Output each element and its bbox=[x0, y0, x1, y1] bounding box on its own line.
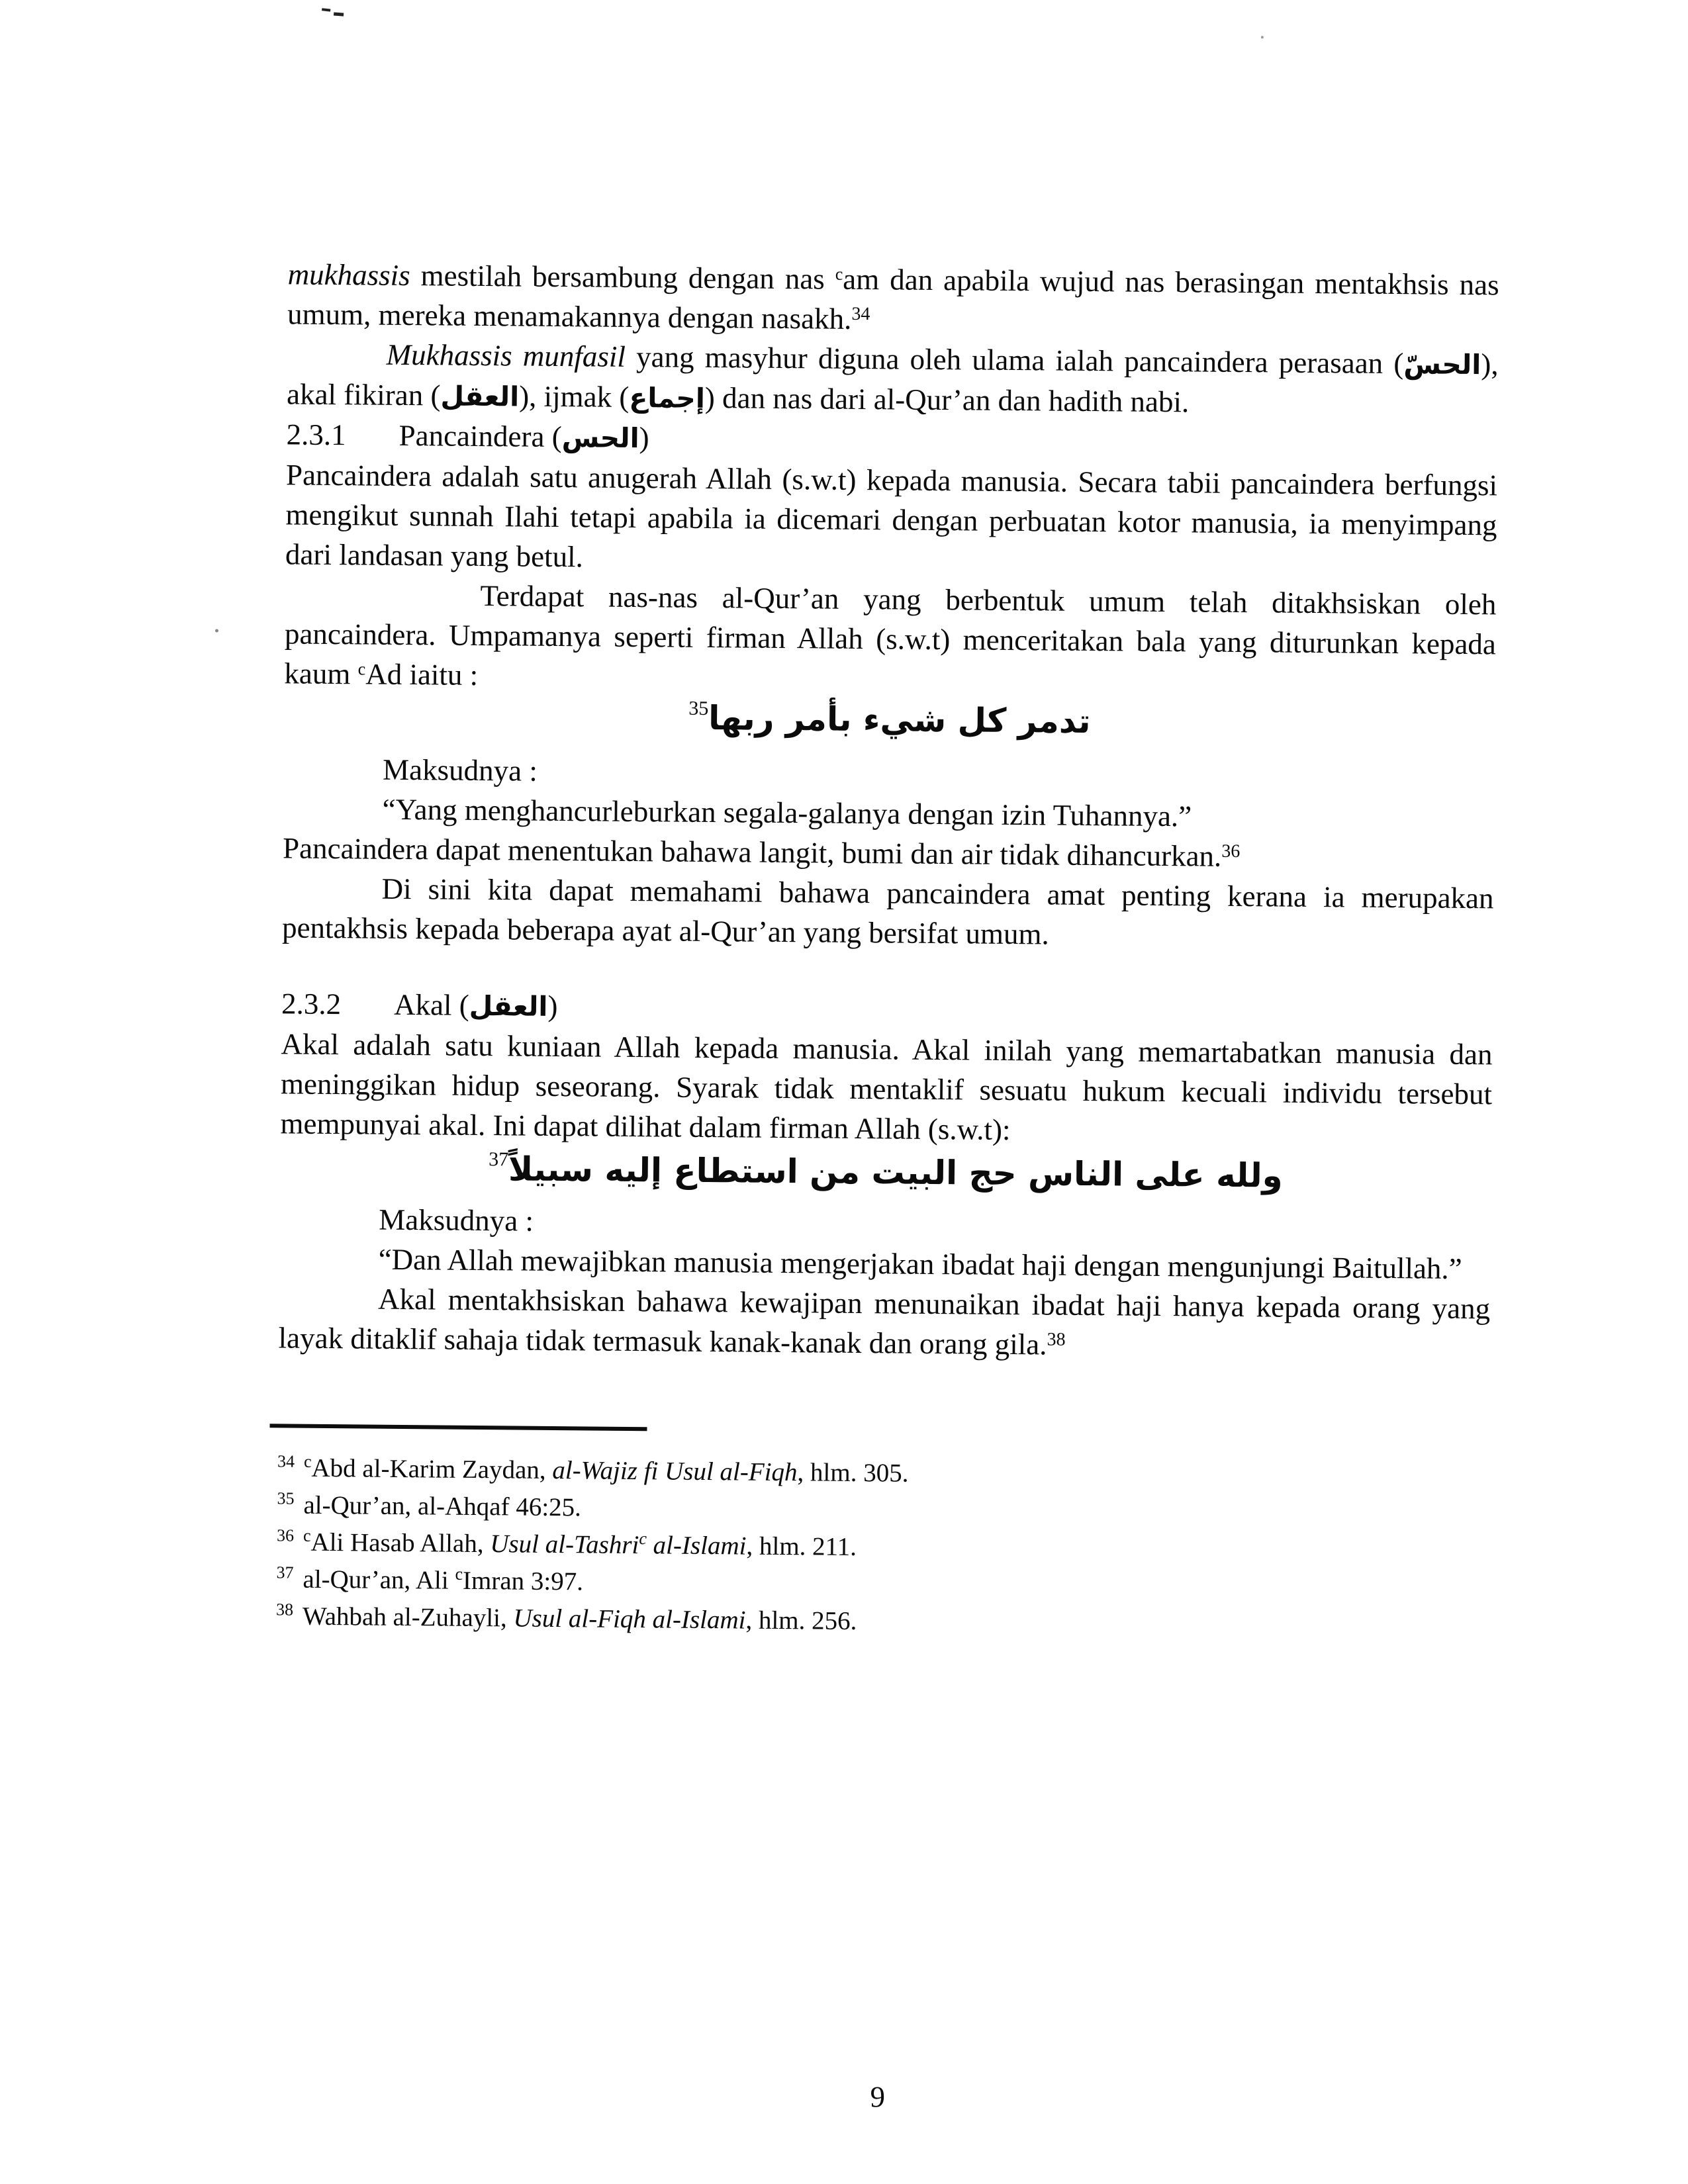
section-number: 2.3.1 bbox=[286, 418, 346, 452]
footnote-title: Usul al-Fiqh al-Islami bbox=[513, 1604, 746, 1635]
body-text: ), akal fikiran ( bbox=[286, 347, 1499, 412]
footnote-ref-37: 37 bbox=[489, 1148, 509, 1171]
ayn-superscript: c bbox=[303, 1451, 312, 1471]
translation-text: “Yang menghancurleburkan segala-galanya dengan izin Tuhannya.” bbox=[382, 792, 1192, 833]
arabic-quote-2 bbox=[280, 1140, 1492, 1204]
footnote-text: Ali Hasab Allah, bbox=[310, 1527, 491, 1559]
footnote-ref-36: 36 bbox=[1221, 841, 1241, 862]
translation-text: “Dan Allah mewajibkan manusia mengerjakan ibadat haji dengan mengunjungi Baitullah.” bbox=[378, 1242, 1462, 1285]
body-text: Di sini kita dapat memahami bahawa pancaindera amat penting kerana ia merupakan pentakhsis kepada beberapa ayat al-Qur’an yang bersifat umum. bbox=[281, 872, 1494, 951]
arabic-inline-al-hiss: الحسّ bbox=[1403, 348, 1481, 381]
body-text: mestilah bersambung dengan nas bbox=[410, 259, 835, 296]
paragraph-akal-mentakhsiskan bbox=[278, 1278, 1490, 1368]
body-text: Akal adalah satu kuniaan Allah kepada manusia. Akal inilah yang memartabatkan manusia dan meninggikan hidup seseorang. Syarak tidak mentaklif sesuatu hukum kecuali individu tersebut mempunyai akal. Ini dapat dilihat dalam firman Allah (s.w.t): bbox=[280, 1027, 1493, 1147]
ayn-superscript: c bbox=[835, 264, 843, 284]
scan-artifact bbox=[1261, 36, 1264, 38]
footnote-number: 35 bbox=[277, 1488, 295, 1508]
arabic-verse-text: تدمر كل شيء بأمر ربها bbox=[708, 699, 1091, 741]
italic-term: mukhassis bbox=[287, 257, 410, 293]
footnote-text: Imran 3:97. bbox=[462, 1566, 584, 1596]
body-text: ) dan nas dari al-Qur’an dan hadith nabi. bbox=[704, 381, 1190, 419]
paragraph-pancaindera-intro bbox=[285, 455, 1498, 584]
arabic-quote-1 bbox=[284, 688, 1496, 751]
footnote-number: 37 bbox=[276, 1563, 294, 1582]
paragraph-mukhassis bbox=[287, 254, 1499, 344]
footnote-title: Usul al-Tashri bbox=[490, 1529, 639, 1560]
arabic-inline-ijmak: إجماع bbox=[629, 381, 706, 414]
body-text: Pancaindera adalah satu anugerah Allah (s.w.t) kepada manusia. Secara tabii pancaindera berfungsi mengikut sunnah Ilahi tetapi apabila ia dicemari dengan perbuatan kotor manusia, ia menyimpang dari landasan yang betul. bbox=[285, 458, 1498, 574]
italic-term: Mukhassis munfasil bbox=[386, 338, 626, 373]
body-text: Ad iaitu : bbox=[365, 657, 479, 692]
scan-artifact bbox=[215, 629, 218, 632]
maksudnya-label: Maksudnya : bbox=[382, 752, 538, 788]
footnote-ref-38: 38 bbox=[1047, 1329, 1066, 1350]
ayn-superscript: c bbox=[639, 1529, 647, 1549]
footnote-text: al-Qur’an, Ali bbox=[303, 1565, 455, 1595]
body-text: ), ijmak ( bbox=[518, 379, 630, 414]
scan-artifact bbox=[322, 8, 330, 11]
footnote-text: , hlm. 305. bbox=[797, 1458, 909, 1488]
paragraph-di-sini bbox=[282, 868, 1494, 958]
body-text: Pancaindera dapat menentukan bahawa langit, bumi dan air tidak dihancurkan. bbox=[282, 831, 1222, 873]
ayn-superscript: c bbox=[455, 1564, 463, 1584]
paragraph-terdapat-nas bbox=[284, 574, 1497, 704]
arabic-verse-text: ولله على الناس حج البيت من استطاع إليه سبيلاً bbox=[508, 1150, 1283, 1195]
footnote-number: 36 bbox=[276, 1525, 295, 1545]
body-text: am dan apabila wujud nas berasingan mentakhsis nas umum, mereka menamakannya dengan nasakh. bbox=[287, 262, 1499, 336]
translation-block-1 bbox=[382, 750, 1495, 839]
section-title: Pancaindera ( bbox=[399, 418, 562, 454]
body-text: Akal mentakhsiskan bahawa kewajipan menunaikan ibadat haji hanya kepada orang yang layak ditaklif sahaja tidak termasuk kanak-kanak dan orang gila. bbox=[278, 1282, 1491, 1361]
text-block bbox=[276, 254, 1499, 1645]
footnote-text: , hlm. 211. bbox=[746, 1531, 857, 1562]
footnote-text: al-Qur’an, al-Ahqaf 46:25. bbox=[303, 1490, 582, 1522]
scan-artifact bbox=[334, 13, 344, 17]
footnote-ref-34: 34 bbox=[851, 303, 870, 325]
paragraph-mukhassis-munfasil bbox=[287, 334, 1499, 425]
translation-block-2 bbox=[378, 1200, 1491, 1289]
footnote-title: al-Wajiz fi Usul al-Fiqh bbox=[552, 1455, 798, 1487]
footnote-ref-35: 35 bbox=[688, 697, 709, 720]
maksudnya-label: Maksudnya : bbox=[379, 1203, 534, 1238]
footnote-separator bbox=[269, 1424, 647, 1431]
arabic-inline-al-aql: العقل bbox=[440, 380, 520, 413]
footnote-number: 34 bbox=[277, 1451, 295, 1471]
body-text: yang masyhur diguna oleh ulama ialah pancaindera perasaan ( bbox=[625, 340, 1404, 381]
arabic-inline-al-aql: العقل bbox=[469, 989, 548, 1023]
section-title: ) bbox=[547, 989, 558, 1023]
footnote-text: Wahbah al-Zuhayli, bbox=[302, 1602, 514, 1633]
footnote-title: al-Islami bbox=[646, 1531, 747, 1561]
section-title: ) bbox=[639, 421, 649, 455]
footnote-text: , hlm. 256. bbox=[745, 1606, 857, 1636]
ayn-superscript: c bbox=[357, 659, 366, 679]
arabic-inline-al-hiss: الحس bbox=[561, 422, 639, 455]
body-text: Terdapat nas-nas al-Qur’an yang berbentuk umum telah ditakhsiskan oleh pancaindera. Umpamanya seperti firman Allah (s.w.t) menceritakan bala yang diturunkan kepada kaum bbox=[284, 578, 1497, 691]
section-title: Akal ( bbox=[393, 987, 470, 1022]
footnote-text: Abd al-Karim Zaydan, bbox=[311, 1453, 553, 1484]
section-number: 2.3.2 bbox=[281, 987, 342, 1021]
page-number: 9 bbox=[870, 2080, 886, 2114]
ayn-superscript: c bbox=[303, 1525, 311, 1545]
paragraph-akal-intro bbox=[280, 1024, 1493, 1154]
footnote-number: 38 bbox=[275, 1600, 294, 1619]
footnotes-section bbox=[276, 1449, 1489, 1645]
